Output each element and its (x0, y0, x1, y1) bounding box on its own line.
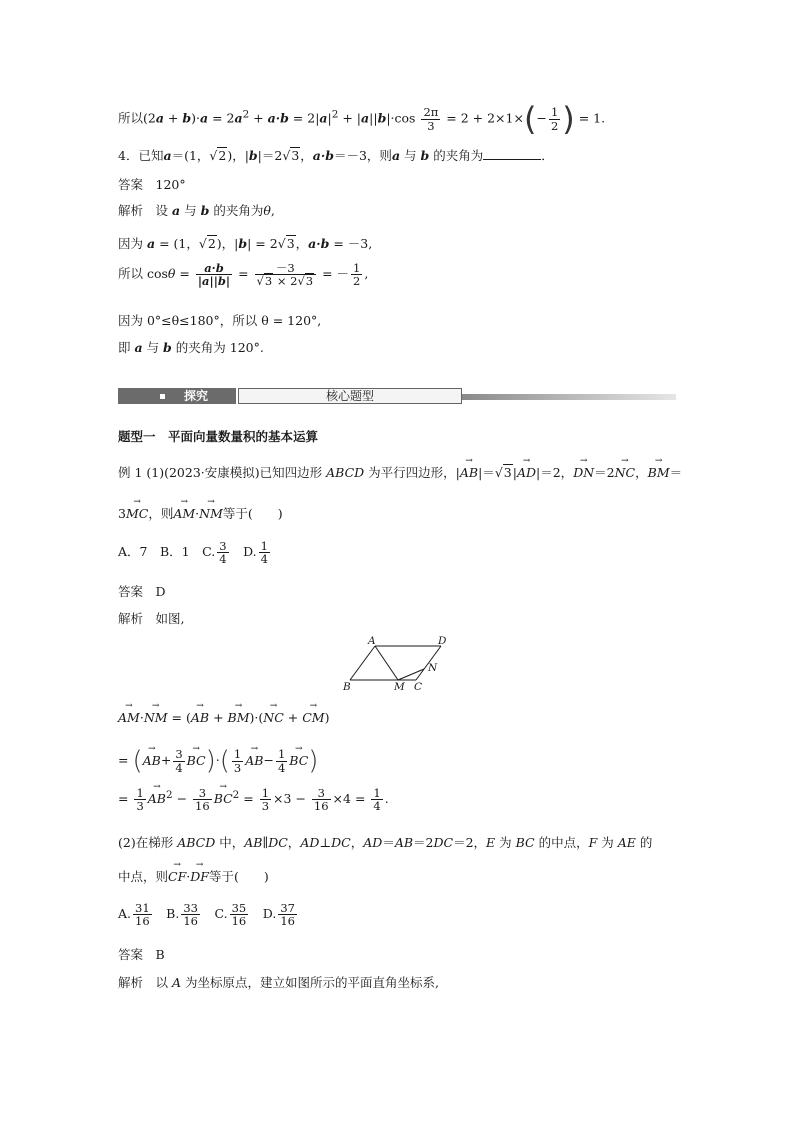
parallelogram-figure (338, 634, 458, 694)
answer-1: 答案 120° (118, 177, 186, 192)
solution-1-line-5: 即 a 与 b 的夹角为 120°. (118, 340, 264, 355)
label-N: N (428, 662, 438, 674)
solution-2-eq-3: = $\frac{1}{3}$ → $AB^2$ − $\frac{3}{16}$ → $BC^2$ = $\frac{1}{3}$ ×3 − $\frac{3}{16}$ ×4 = $\frac{1}{4}$ . (118, 787, 389, 812)
banner-core-types: 核心题型 (238, 388, 462, 404)
answer-blank (483, 148, 541, 160)
banner-explore: 探究 (118, 388, 236, 404)
type-1-heading: 题型一 平面向量数量积的基本运算 (118, 429, 319, 444)
example-1-options: A．7 B．1 C. $\frac{3}{4}$ D. $\frac{1}{4}$ (118, 539, 268, 567)
banner-gradient-strip (462, 394, 676, 400)
fraction-2pi-3: $\frac{2\pi}{3}$ (423, 105, 439, 133)
solution-2-intro: 解析 如图, (118, 611, 185, 626)
question-4: 4．已知a＝(1，√2)，|b|＝2√3，a·b＝－3，则a 与 b 的夹角为 ． (118, 148, 554, 163)
solution-line-1: 所以$(2a + b)\cdot a = 2a^2 + a\cdot b = 2|a|^2 + |a||b|\cdot\cos$ $\frac{2\pi}{3}$ = 2 + 2×1×(− $\frac{1}{2}$ ) = 1. (118, 100, 606, 138)
solution-1-line-3: 所以 cosθ = $\frac{a\cdot b}{|a||b|}$ = $\frac{-3}{√3 \times 2√3}$ = － $\frac{1}{2}$ , (118, 261, 369, 289)
fraction-1-2: $\frac{1}{2}$ (550, 105, 559, 133)
solution-1-line-2: 因为 a = (1，√2)，|b| = 2√3，a·b = －3, (118, 236, 373, 251)
label-A: A (368, 635, 376, 647)
label-M: M (394, 681, 405, 693)
answer-3: 答案 B (118, 947, 165, 962)
solution-1-line-1: 解析 设 a 与 b 的夹角为θ, (118, 203, 275, 218)
solution-2-eq-2: = (→ AB+ $\frac{3}{4}$ → BC)·( $\frac{1}{3}$ → AB− $\frac{1}{4}$ → BC) (118, 746, 318, 776)
example-1-line-1: 例 1 (1)(2023·安康模拟)已知四边形 ABCD 为平行四边形，|→ AB|＝√3|→ AD|＝2，→ DN＝2→ NC，→ BM＝ (118, 463, 682, 481)
answer-2: 答案 D (118, 584, 166, 599)
example-2-options: A. $\frac{31}{16}$ B. $\frac{33}{16}$ C. $\frac{35}{16}$ D. $\frac{37}{16}$ (118, 901, 295, 929)
label-C: C (414, 681, 423, 693)
example-2-line-1: (2)在梯形 ABCD 中，AB∥DC，AD⊥DC，AD＝AB＝2DC＝2，E 为 BC 的中点，F 为 AE 的 (118, 835, 653, 850)
section-banner (118, 386, 676, 406)
example-1-line-2: 3→ MC，则→ AM·→ NM等于( ) (118, 504, 283, 522)
solution-1-line-4: 因为 0°≤θ≤180°，所以 θ = 120°, (118, 313, 322, 328)
example-2-line-2: 中点，则→ CF·→ DF等于( ) (118, 867, 269, 885)
solution-3: 解析 以 A 为坐标原点，建立如图所示的平面直角坐标系, (118, 975, 439, 990)
solution-2-eq-1: → AM·→ NM = (→ AB + → BM)·(→ NC + → CM) (118, 710, 329, 725)
label-D: D (438, 635, 447, 647)
label-B: B (343, 681, 351, 693)
